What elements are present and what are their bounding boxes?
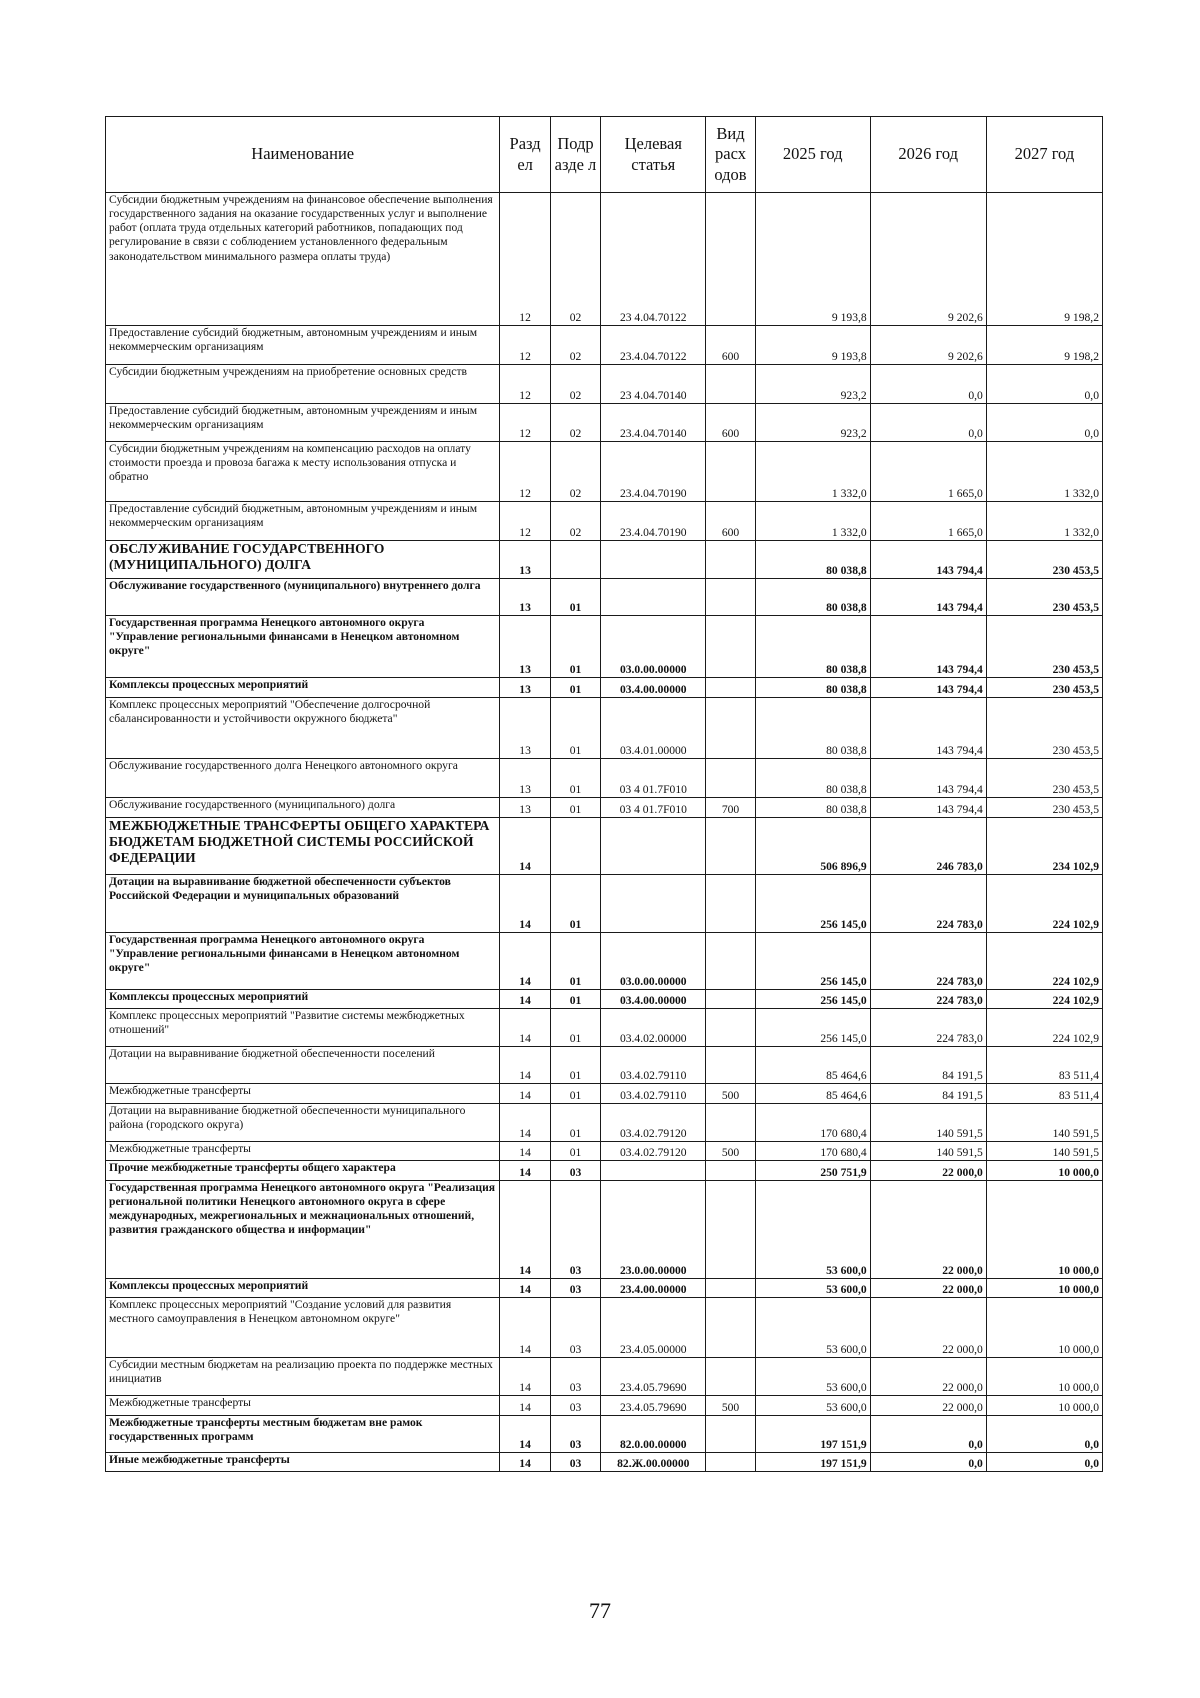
row-razdel: 14 [500, 1009, 550, 1047]
row-tselevaya-statya: 23.4.04.70190 [601, 442, 706, 502]
row-value-2026: 0,0 [870, 404, 986, 442]
table-row [106, 818, 1103, 875]
row-value-2026: 143 794,4 [870, 579, 986, 616]
table-row [106, 502, 1103, 541]
row-podrazdel: 01 [550, 875, 600, 933]
row-podrazdel: 02 [550, 502, 600, 541]
row-vid-rashodov: 600 [706, 502, 755, 541]
row-vid-rashodov [706, 365, 755, 404]
row-podrazdel: 01 [550, 579, 600, 616]
row-value-2025: 506 896,9 [755, 818, 870, 875]
row-value-2025: 53 600,0 [755, 1181, 870, 1279]
row-tselevaya-statya: 03.4.02.79120 [601, 1142, 706, 1161]
row-tselevaya-statya: 03.4.02.79120 [601, 1104, 706, 1142]
row-podrazdel: 01 [550, 759, 600, 798]
row-value-2027: 83 511,4 [986, 1047, 1102, 1084]
row-name: Дотации на выравнивание бюджетной обеспеченности поселений [106, 1047, 500, 1084]
row-razdel: 12 [500, 404, 550, 442]
row-value-2025: 923,2 [755, 365, 870, 404]
table-row [106, 1298, 1103, 1358]
row-vid-rashodov [706, 193, 755, 326]
row-value-2026: 0,0 [870, 365, 986, 404]
table-row [106, 1279, 1103, 1298]
row-razdel: 13 [500, 541, 550, 579]
row-value-2026: 22 000,0 [870, 1181, 986, 1279]
row-value-2027: 0,0 [986, 1416, 1102, 1453]
row-podrazdel [550, 818, 600, 875]
row-value-2025: 80 038,8 [755, 798, 870, 818]
row-podrazdel: 03 [550, 1279, 600, 1298]
row-value-2025: 197 151,9 [755, 1416, 870, 1453]
row-name: Комплексы процессных мероприятий [106, 1279, 500, 1298]
row-razdel: 14 [500, 1181, 550, 1279]
row-value-2025: 9 193,8 [755, 326, 870, 365]
row-podrazdel: 01 [550, 798, 600, 818]
row-value-2027: 224 102,9 [986, 990, 1102, 1009]
row-podrazdel: 03 [550, 1396, 600, 1416]
row-value-2026: 143 794,4 [870, 759, 986, 798]
row-name: Прочие межбюджетные трансферты общего характера [106, 1161, 500, 1181]
row-value-2026: 224 783,0 [870, 875, 986, 933]
row-tselevaya-statya: 23.4.05.00000 [601, 1298, 706, 1358]
row-vid-rashodov [706, 1298, 755, 1358]
row-podrazdel [550, 541, 600, 579]
header-year-2026: 2026 год [870, 117, 986, 193]
table-row [106, 990, 1103, 1009]
row-name: Государственная программа Ненецкого автономного округа "Управление региональными финансами в Ненецком автономном округе" [106, 933, 500, 990]
row-value-2026: 22 000,0 [870, 1358, 986, 1396]
row-tselevaya-statya: 03.4.02.79110 [601, 1047, 706, 1084]
table-row [106, 193, 1103, 326]
row-value-2027: 1 332,0 [986, 442, 1102, 502]
row-podrazdel: 01 [550, 616, 600, 678]
row-podrazdel: 02 [550, 193, 600, 326]
row-name: Межбюджетные трансферты [106, 1142, 500, 1161]
row-value-2027: 230 453,5 [986, 759, 1102, 798]
row-value-2027: 224 102,9 [986, 875, 1102, 933]
row-value-2026: 140 591,5 [870, 1142, 986, 1161]
row-value-2026: 84 191,5 [870, 1084, 986, 1104]
row-vid-rashodov [706, 759, 755, 798]
row-vid-rashodov [706, 875, 755, 933]
row-value-2025: 85 464,6 [755, 1047, 870, 1084]
row-tselevaya-statya: 03.4.02.00000 [601, 1009, 706, 1047]
row-value-2027: 230 453,5 [986, 798, 1102, 818]
row-razdel: 14 [500, 1142, 550, 1161]
header-razdel: Разд ел [500, 117, 550, 193]
table-row [106, 933, 1103, 990]
row-value-2026: 0,0 [870, 1416, 986, 1453]
row-tselevaya-statya: 82.0.00.00000 [601, 1416, 706, 1453]
row-vid-rashodov [706, 1104, 755, 1142]
row-value-2026: 84 191,5 [870, 1047, 986, 1084]
row-tselevaya-statya: 23.4.05.79690 [601, 1358, 706, 1396]
row-razdel: 14 [500, 1084, 550, 1104]
row-value-2026: 143 794,4 [870, 541, 986, 579]
table-row [106, 1047, 1103, 1084]
row-vid-rashodov: 600 [706, 326, 755, 365]
table-row [106, 875, 1103, 933]
row-name: Дотации на выравнивание бюджетной обеспеченности муниципального района (городского округа) [106, 1104, 500, 1142]
row-value-2026: 143 794,4 [870, 698, 986, 759]
row-value-2027: 9 198,2 [986, 326, 1102, 365]
row-name: Межбюджетные трансферты [106, 1084, 500, 1104]
table-row [106, 541, 1103, 579]
row-value-2026: 22 000,0 [870, 1161, 986, 1181]
row-name: Межбюджетные трансферты местным бюджетам вне рамок государственных программ [106, 1416, 500, 1453]
row-value-2025: 256 145,0 [755, 1009, 870, 1047]
table-row [106, 1416, 1103, 1453]
row-value-2025: 85 464,6 [755, 1084, 870, 1104]
row-vid-rashodov [706, 442, 755, 502]
row-vid-rashodov [706, 818, 755, 875]
row-value-2027: 0,0 [986, 1453, 1102, 1472]
row-tselevaya-statya [601, 1161, 706, 1181]
row-name: Межбюджетные трансферты [106, 1396, 500, 1416]
row-value-2027: 0,0 [986, 404, 1102, 442]
row-vid-rashodov [706, 1009, 755, 1047]
row-name: Комплекс процессных мероприятий "Создание условий для развития местного самоуправления в Ненецком автономном округе" [106, 1298, 500, 1358]
row-tselevaya-statya: 23.4.04.70140 [601, 404, 706, 442]
row-razdel: 14 [500, 875, 550, 933]
row-razdel: 12 [500, 326, 550, 365]
row-value-2027: 140 591,5 [986, 1142, 1102, 1161]
page-number: 77 [589, 1598, 611, 1623]
row-value-2027: 10 000,0 [986, 1161, 1102, 1181]
row-value-2027: 230 453,5 [986, 579, 1102, 616]
row-razdel: 14 [500, 818, 550, 875]
row-razdel: 14 [500, 1279, 550, 1298]
row-value-2026: 0,0 [870, 1453, 986, 1472]
table-row [106, 1104, 1103, 1142]
table-row [106, 1396, 1103, 1416]
row-podrazdel: 03 [550, 1453, 600, 1472]
row-razdel: 12 [500, 193, 550, 326]
row-value-2026: 22 000,0 [870, 1279, 986, 1298]
table-row [106, 798, 1103, 818]
row-value-2025: 9 193,8 [755, 193, 870, 326]
row-value-2026: 143 794,4 [870, 678, 986, 698]
row-name: Субсидии бюджетным учреждениям на компенсацию расходов на оплату стоимости проезда и провоза багажа к месту использования отпуска и обратно [106, 442, 500, 502]
row-tselevaya-statya: 23 4.04.70140 [601, 365, 706, 404]
row-vid-rashodov: 700 [706, 798, 755, 818]
row-podrazdel: 01 [550, 1009, 600, 1047]
row-vid-rashodov [706, 1279, 755, 1298]
row-podrazdel: 01 [550, 698, 600, 759]
table-row [106, 404, 1103, 442]
row-vid-rashodov [706, 1047, 755, 1084]
table-body [106, 193, 1103, 1472]
row-value-2026: 9 202,6 [870, 193, 986, 326]
row-value-2026: 9 202,6 [870, 326, 986, 365]
row-value-2025: 80 038,8 [755, 541, 870, 579]
table-row [106, 1084, 1103, 1104]
row-podrazdel: 02 [550, 365, 600, 404]
row-razdel: 12 [500, 502, 550, 541]
row-value-2027: 224 102,9 [986, 933, 1102, 990]
row-value-2026: 143 794,4 [870, 798, 986, 818]
row-name: Государственная программа Ненецкого автономного округа "Управление региональными финансами в Ненецком автономном округе" [106, 616, 500, 678]
row-value-2027: 10 000,0 [986, 1396, 1102, 1416]
header-year-2027: 2027 год [986, 117, 1102, 193]
row-vid-rashodov [706, 541, 755, 579]
table-row [106, 616, 1103, 678]
row-tselevaya-statya: 03.4.00.00000 [601, 990, 706, 1009]
row-razdel: 13 [500, 698, 550, 759]
row-value-2025: 256 145,0 [755, 990, 870, 1009]
header-podrazdel: Подр азде л [550, 117, 600, 193]
row-value-2025: 1 332,0 [755, 502, 870, 541]
row-podrazdel: 02 [550, 404, 600, 442]
row-razdel: 13 [500, 678, 550, 698]
row-value-2025: 53 600,0 [755, 1396, 870, 1416]
row-value-2025: 80 038,8 [755, 678, 870, 698]
row-razdel: 13 [500, 579, 550, 616]
row-vid-rashodov: 600 [706, 404, 755, 442]
row-value-2027: 10 000,0 [986, 1279, 1102, 1298]
row-value-2025: 923,2 [755, 404, 870, 442]
row-razdel: 13 [500, 798, 550, 818]
row-tselevaya-statya: 23.4.00.00000 [601, 1279, 706, 1298]
row-razdel: 14 [500, 1047, 550, 1084]
header-vid-rashodov: Вид расх одов [706, 117, 755, 193]
row-value-2025: 256 145,0 [755, 933, 870, 990]
row-value-2025: 53 600,0 [755, 1279, 870, 1298]
row-vid-rashodov [706, 1453, 755, 1472]
table-row [106, 1142, 1103, 1161]
row-value-2027: 83 511,4 [986, 1084, 1102, 1104]
row-vid-rashodov: 500 [706, 1142, 755, 1161]
row-value-2027: 10 000,0 [986, 1358, 1102, 1396]
row-name: МЕЖБЮДЖЕТНЫЕ ТРАНСФЕРТЫ ОБЩЕГО ХАРАКТЕРА БЮДЖЕТАМ БЮДЖЕТНОЙ СИСТЕМЫ РОССИЙСКОЙ ФЕДЕРАЦИИ [106, 818, 500, 875]
row-value-2025: 53 600,0 [755, 1358, 870, 1396]
row-value-2027: 230 453,5 [986, 541, 1102, 579]
row-podrazdel: 03 [550, 1161, 600, 1181]
row-podrazdel: 01 [550, 1104, 600, 1142]
row-value-2025: 80 038,8 [755, 759, 870, 798]
row-value-2026: 22 000,0 [870, 1298, 986, 1358]
row-podrazdel: 03 [550, 1181, 600, 1279]
row-podrazdel: 01 [550, 678, 600, 698]
row-name: Предоставление субсидий бюджетным, автономным учреждениям и иным некоммерческим организациям [106, 326, 500, 365]
table-row [106, 759, 1103, 798]
budget-table [105, 116, 1103, 1472]
table-row [106, 326, 1103, 365]
row-razdel: 14 [500, 990, 550, 1009]
row-value-2026: 22 000,0 [870, 1396, 986, 1416]
row-razdel: 14 [500, 1104, 550, 1142]
header-name: Наименование [106, 117, 500, 193]
row-razdel: 14 [500, 1453, 550, 1472]
table-row [106, 365, 1103, 404]
row-name: Государственная программа Ненецкого автономного округа "Реализация региональной политики Ненецкого автономного округа в сфере международных, межрегиональных и межнациональных отношений, развития гражданского общества и информации" [106, 1181, 500, 1279]
row-value-2027: 9 198,2 [986, 193, 1102, 326]
row-vid-rashodov [706, 990, 755, 1009]
row-tselevaya-statya: 23 4.04.70122 [601, 193, 706, 326]
row-name: Субсидии местным бюджетам на реализацию проекта по поддержке местных инициатив [106, 1358, 500, 1396]
row-value-2027: 230 453,5 [986, 616, 1102, 678]
row-tselevaya-statya: 03.4.01.00000 [601, 698, 706, 759]
row-podrazdel: 01 [550, 1142, 600, 1161]
row-name: Субсидии бюджетным учреждениям на финансовое обеспечение выполнения государственного задания на оказание государственных услуг и выполнение работ (оплата труда отдельных категорий работников, попадающих под регулирование в связи с соблюдением установленного федеральным законодательством минимального размера оплаты труда) [106, 193, 500, 326]
row-tselevaya-statya: 23.4.05.79690 [601, 1396, 706, 1416]
row-vid-rashodov [706, 933, 755, 990]
row-vid-rashodov: 500 [706, 1084, 755, 1104]
row-vid-rashodov [706, 678, 755, 698]
row-tselevaya-statya: 82.Ж.00.00000 [601, 1453, 706, 1472]
row-tselevaya-statya: 03 4 01.7F010 [601, 759, 706, 798]
row-vid-rashodov: 500 [706, 1396, 755, 1416]
header-year-2025: 2025 год [755, 117, 870, 193]
row-podrazdel: 01 [550, 990, 600, 1009]
row-tselevaya-statya [601, 818, 706, 875]
row-podrazdel: 03 [550, 1416, 600, 1453]
row-value-2027: 0,0 [986, 365, 1102, 404]
row-name: Комплекс процессных мероприятий "Развитие системы межбюджетных отношений" [106, 1009, 500, 1047]
row-name: Обслуживание государственного долга Ненецкого автономного округа [106, 759, 500, 798]
row-value-2026: 224 783,0 [870, 933, 986, 990]
row-podrazdel: 03 [550, 1298, 600, 1358]
row-vid-rashodov [706, 1181, 755, 1279]
row-name: Обслуживание государственного (муниципального) внутреннего долга [106, 579, 500, 616]
row-podrazdel: 02 [550, 442, 600, 502]
row-value-2025: 170 680,4 [755, 1142, 870, 1161]
row-value-2027: 140 591,5 [986, 1104, 1102, 1142]
row-value-2027: 230 453,5 [986, 678, 1102, 698]
row-name: Обслуживание государственного (муниципального) долга [106, 798, 500, 818]
table-row [106, 1161, 1103, 1181]
header-tselevaya-statya: Целевая статья [601, 117, 706, 193]
row-value-2027: 224 102,9 [986, 1009, 1102, 1047]
row-value-2026: 224 783,0 [870, 1009, 986, 1047]
table-row [106, 678, 1103, 698]
row-value-2027: 234 102,9 [986, 818, 1102, 875]
row-razdel: 14 [500, 1161, 550, 1181]
row-name: ОБСЛУЖИВАНИЕ ГОСУДАРСТВЕННОГО (МУНИЦИПАЛЬНОГО) ДОЛГА [106, 541, 500, 579]
row-value-2025: 256 145,0 [755, 875, 870, 933]
table-header-row [106, 117, 1103, 193]
row-razdel: 12 [500, 442, 550, 502]
row-name: Дотации на выравнивание бюджетной обеспеченности субъектов Российской Федерации и муниципальных образований [106, 875, 500, 933]
row-podrazdel: 01 [550, 1084, 600, 1104]
row-name: Субсидии бюджетным учреждениям на приобретение основных средств [106, 365, 500, 404]
row-tselevaya-statya: 03.0.00.00000 [601, 933, 706, 990]
row-vid-rashodov [706, 616, 755, 678]
row-razdel: 14 [500, 1416, 550, 1453]
table-row [106, 698, 1103, 759]
row-value-2025: 1 332,0 [755, 442, 870, 502]
row-value-2025: 170 680,4 [755, 1104, 870, 1142]
row-vid-rashodov [706, 698, 755, 759]
row-tselevaya-statya [601, 541, 706, 579]
row-tselevaya-statya [601, 875, 706, 933]
row-value-2026: 246 783,0 [870, 818, 986, 875]
row-name: Предоставление субсидий бюджетным, автономным учреждениям и иным некоммерческим организациям [106, 502, 500, 541]
row-name: Комплекс процессных мероприятий "Обеспечение долгосрочной сбалансированности и устойчивости окружного бюджета" [106, 698, 500, 759]
row-tselevaya-statya: 23.0.00.00000 [601, 1181, 706, 1279]
row-value-2027: 1 332,0 [986, 502, 1102, 541]
row-vid-rashodov [706, 1358, 755, 1396]
row-value-2025: 250 751,9 [755, 1161, 870, 1181]
table-row [106, 1181, 1103, 1279]
row-tselevaya-statya [601, 579, 706, 616]
row-value-2027: 230 453,5 [986, 698, 1102, 759]
row-razdel: 14 [500, 1396, 550, 1416]
row-vid-rashodov [706, 579, 755, 616]
row-tselevaya-statya: 03 4 01.7F010 [601, 798, 706, 818]
row-name: Иные межбюджетные трансферты [106, 1453, 500, 1472]
row-razdel: 14 [500, 1358, 550, 1396]
row-vid-rashodov [706, 1416, 755, 1453]
row-podrazdel: 02 [550, 326, 600, 365]
row-tselevaya-statya: 23.4.04.70190 [601, 502, 706, 541]
table-row [106, 1358, 1103, 1396]
row-razdel: 12 [500, 365, 550, 404]
row-tselevaya-statya: 23.4.04.70122 [601, 326, 706, 365]
row-value-2026: 1 665,0 [870, 442, 986, 502]
table-row [106, 1009, 1103, 1047]
table-row [106, 579, 1103, 616]
row-value-2025: 197 151,9 [755, 1453, 870, 1472]
row-razdel: 14 [500, 933, 550, 990]
row-podrazdel: 03 [550, 1358, 600, 1396]
row-razdel: 13 [500, 759, 550, 798]
row-value-2026: 224 783,0 [870, 990, 986, 1009]
row-name: Комплексы процессных мероприятий [106, 678, 500, 698]
row-value-2025: 80 038,8 [755, 579, 870, 616]
row-podrazdel: 01 [550, 1047, 600, 1084]
row-value-2027: 10 000,0 [986, 1181, 1102, 1279]
row-razdel: 14 [500, 1298, 550, 1358]
row-tselevaya-statya: 03.4.02.79110 [601, 1084, 706, 1104]
row-value-2027: 10 000,0 [986, 1298, 1102, 1358]
row-tselevaya-statya: 03.4.00.00000 [601, 678, 706, 698]
row-value-2025: 80 038,8 [755, 616, 870, 678]
row-name: Предоставление субсидий бюджетным, автономным учреждениям и иным некоммерческим организациям [106, 404, 500, 442]
row-razdel: 13 [500, 616, 550, 678]
row-value-2026: 140 591,5 [870, 1104, 986, 1142]
table-row [106, 1453, 1103, 1472]
row-name: Комплексы процессных мероприятий [106, 990, 500, 1009]
row-value-2025: 80 038,8 [755, 698, 870, 759]
row-value-2025: 53 600,0 [755, 1298, 870, 1358]
row-podrazdel: 01 [550, 933, 600, 990]
row-tselevaya-statya: 03.0.00.00000 [601, 616, 706, 678]
row-value-2026: 143 794,4 [870, 616, 986, 678]
row-value-2026: 1 665,0 [870, 502, 986, 541]
row-vid-rashodov [706, 1161, 755, 1181]
table-row [106, 442, 1103, 502]
